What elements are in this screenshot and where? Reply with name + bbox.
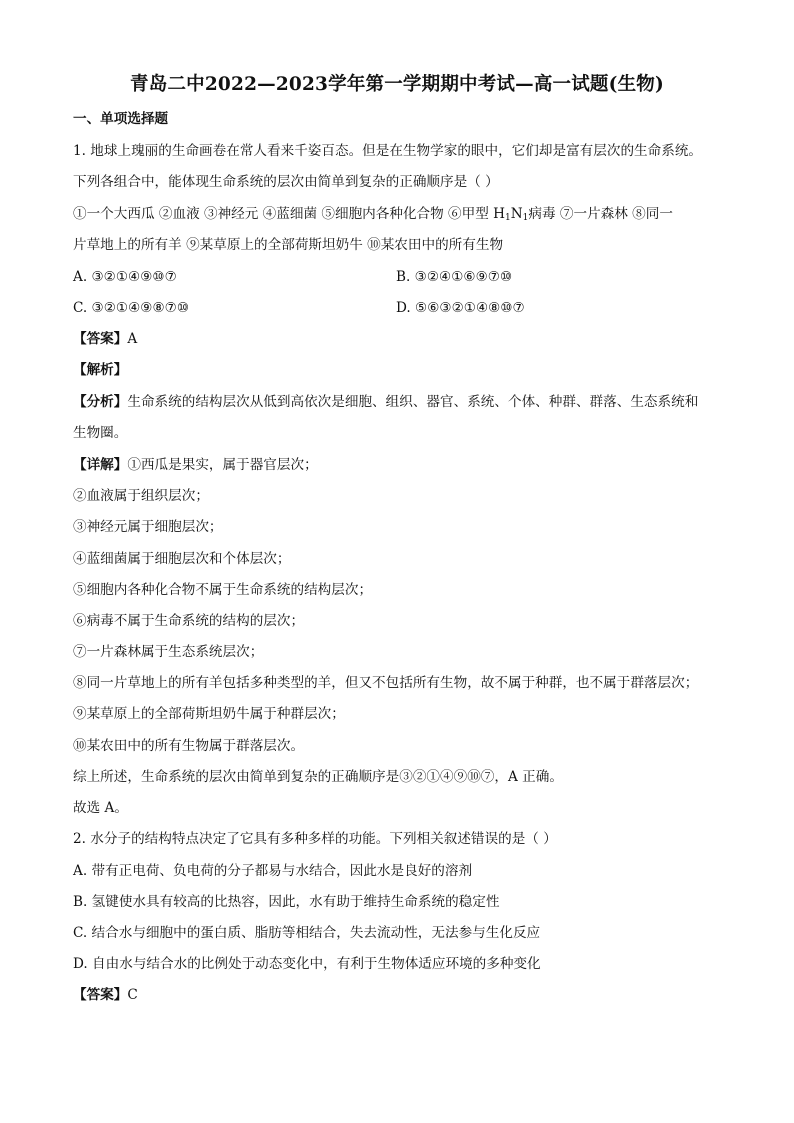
fenxi-text: 生命系统的结构层次从低到高依次是细胞、组织、器官、系统、个体、种群、群落、生态系统和 [127,394,699,410]
q1-option-c: C. ③②①④⑨⑧⑦⑩ [73,300,190,316]
page-title: 青岛二中2022—2023学年第一学期期中考试—高一试题(生物) [130,74,664,95]
q1-detail-line8: ⑧同一片草地上的所有羊包括多种类型的羊，但又不包括所有生物，故不属于种群，也不属于群落层次； [73,675,699,691]
answer-value: C [127,987,138,1003]
q1-summary: 综上所述，生命系统的层次由简单到复杂的正确顺序是③②①④⑨⑩⑦，A 正确。 [73,769,563,785]
q1-stem-line1: 1. 地球上瑰丽的生命画卷在常人看来千姿百态。但是在生物学家的眼中，它们却是富有层次的生命系统。 [73,143,703,159]
q1-detail-line9: ⑨某草原上的全部荷斯坦奶牛属于种群层次； [73,706,345,722]
q2-option-a: A. 带有正电荷、负电荷的分子都易与水结合，因此水是良好的溶剂 [73,863,473,879]
q1-detail-line10: ⑩某农田中的所有生物属于群落层次。 [73,738,305,754]
q1-items-part-c: 病毒 ⑦一片森林 ⑧同一 [528,206,673,222]
section-heading: 一、单项选择题 [73,111,169,127]
q1-detail-line6: ⑥病毒不属于生命系统的结构的层次； [73,613,305,629]
q1-detail-line5: ⑤细胞内各种化合物不属于生命系统的结构层次； [73,582,373,598]
q1-detail-line2: ②血液属于组织层次； [73,488,209,504]
h-subscript: 1 [505,213,511,223]
analysis-label: 【解析】 [73,362,128,378]
q1-answer [73,330,137,348]
q1-option-b: B. ③②④①⑥⑨⑦⑩ [396,269,513,285]
q2-option-d: D. 自由水与结合水的比例处于动态变化中，有利于生物体适应环境的多种变化 [73,956,541,972]
answer-value: A [127,331,138,347]
q2-option-b: B. 氢键使水具有较高的比热容，因此，水有助于维持生命系统的稳定性 [73,894,500,910]
q1-option-a: A. ③②①④⑨⑩⑦ [73,269,177,285]
q1-items-line1 [73,205,673,227]
q2-answer [73,986,138,1004]
q1-option-d: D. ⑤⑥③②①④⑧⑩⑦ [396,300,525,316]
q1-items-part-b: N [510,206,523,222]
q1-choose: 故选 A。 [73,800,128,816]
q2-option-c: C. 结合水与细胞中的蛋白质、脂肪等相结合，失去流动性，无法参与生化反应 [73,925,541,941]
q1-detail-line7: ⑦一片森林属于生态系统层次； [73,644,264,660]
q1-fenxi-line1 [73,393,698,411]
q1-items-line2: 片草地上的所有羊 ⑨某草原上的全部荷斯坦奶牛 ⑩某农田中的所有生物 [73,237,504,253]
q1-detail-line1 [73,456,318,474]
n-subscript: 1 [522,213,529,223]
answer-label: 【答案】 [73,987,128,1003]
q1-detail-line4: ④蓝细菌属于细胞层次和个体层次； [73,551,291,567]
detail-text: ①西瓜是果实，属于器官层次； [127,457,318,473]
q1-stem-line2: 下列各组合中，能体现生命系统的层次由简单到复杂的正确顺序是（ ） [73,174,499,190]
q2-stem: 2. 水分子的结构特点决定了它具有多种多样的功能。下列相关叙述错误的是（ ） [73,831,557,847]
q1-detail-line3: ③神经元属于细胞层次； [73,519,223,535]
answer-label: 【答案】 [73,331,128,347]
q1-fenxi-line2: 生物圈。 [73,425,128,441]
detail-label: 【详解】 [73,457,128,473]
fenxi-label: 【分析】 [73,394,128,410]
q1-items-part-a: ①一个大西瓜 ②血液 ③神经元 ④蓝细菌 ⑤细胞内各种化合物 ⑥甲型 H [73,206,505,222]
